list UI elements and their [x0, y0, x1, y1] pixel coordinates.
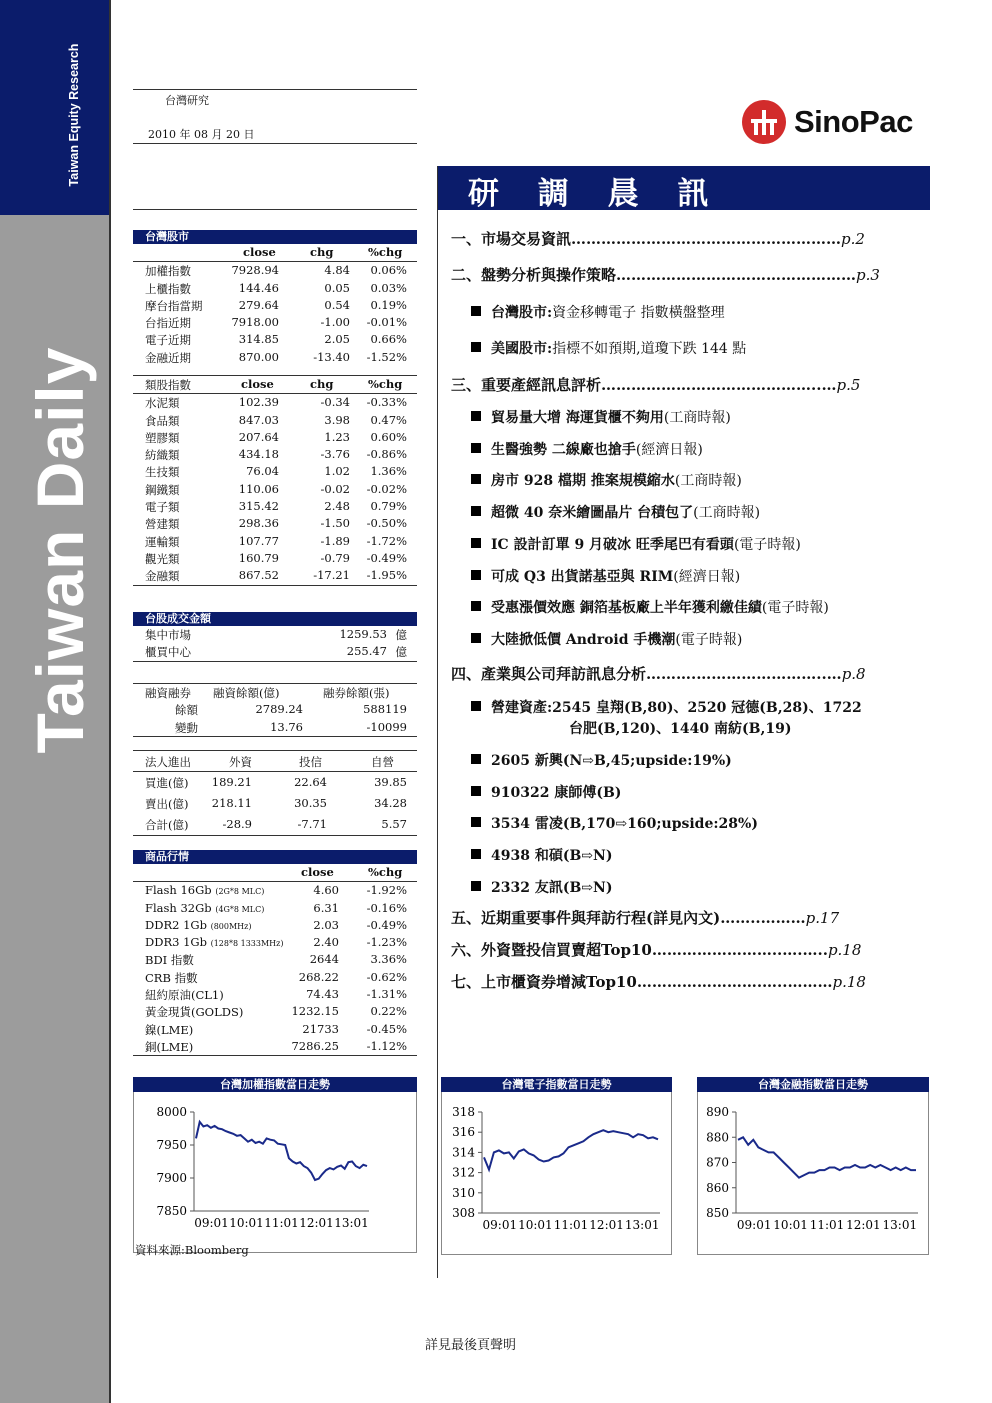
table-row — [133, 498, 417, 515]
table-cell: -0.50% — [366, 516, 407, 531]
table-row — [133, 533, 417, 550]
table-cell: 櫃買中心 — [145, 645, 191, 660]
table-cell: 2.48 — [324, 499, 350, 514]
table-cell: 0.54 — [324, 297, 350, 312]
table-cell: -1.23% — [366, 935, 407, 950]
table-cell: -1.31% — [366, 987, 407, 1002]
table-row — [133, 463, 417, 480]
col-header: 類股指數 — [145, 378, 191, 392]
x-tick-label: 11:01 — [809, 1218, 845, 1232]
table-cell: 6.31 — [313, 900, 339, 915]
series-line — [196, 1122, 367, 1180]
header-rule — [133, 89, 417, 90]
table-cell — [145, 970, 198, 986]
table-cell: -0.16% — [366, 900, 407, 915]
divider — [133, 1055, 417, 1056]
table-row — [133, 446, 417, 463]
table-cell: 315.42 — [238, 499, 279, 514]
news-item: 受惠漲價效應 銅箔基板廠上半年獲利繳佳績(電子時報) — [471, 597, 829, 617]
col-header: 投信 — [299, 755, 322, 769]
table-cell: -1.72% — [366, 533, 407, 548]
col-header: 融券餘額(張) — [323, 686, 390, 700]
x-tick-label: 11:01 — [264, 1216, 299, 1230]
table-row — [133, 412, 417, 429]
table-cell — [145, 1039, 193, 1055]
sinopac-logo — [742, 100, 913, 144]
table-cell: -1.95% — [366, 568, 407, 583]
col-header: 外資 — [229, 755, 252, 769]
y-tick-label: 890 — [706, 1105, 729, 1119]
y-tick-label: 860 — [706, 1180, 729, 1195]
table-row — [133, 280, 417, 297]
table-cell — [145, 883, 264, 897]
col-header: close — [241, 377, 274, 391]
toc-item[interactable]: 四、產業與公司拜訪訊息分析……….……………………..…p.8 — [451, 665, 866, 683]
series-line — [484, 1130, 658, 1169]
table-cell: 255.47 — [346, 644, 387, 659]
table-cell: 上櫃指數 — [145, 281, 191, 296]
table-row — [133, 262, 417, 279]
table-cell: 110.06 — [238, 481, 279, 496]
commodity-name: Flash 16Gb — [145, 883, 212, 898]
institutional-table — [133, 750, 417, 836]
x-tick-label: 09:01 — [194, 1216, 229, 1230]
banner-title: 研 調 晨 訊 — [468, 176, 723, 212]
table-cell: 1.36% — [370, 464, 407, 479]
divider — [133, 661, 417, 662]
table-cell: -28.9 — [222, 817, 252, 831]
table-cell: 870.00 — [238, 349, 279, 364]
table-cell: -1.00 — [320, 315, 350, 330]
divider — [133, 585, 417, 586]
table-cell: -1.50 — [320, 516, 350, 531]
table-header-row — [133, 376, 417, 393]
table-cell: 30.35 — [294, 796, 327, 810]
divider — [133, 736, 417, 737]
table-cell: 2.40 — [313, 935, 339, 950]
news-item: 房市 928 檔期 推案規模縮水(工商時報) — [471, 470, 742, 490]
electronics-intraday-chart — [441, 1077, 672, 1255]
table-cell: 紡織類 — [145, 448, 180, 463]
table-row — [133, 643, 417, 660]
company-item: 3534 雷凌(B,170⇨160;upside:28%) — [471, 813, 758, 833]
toc-item[interactable]: 一、市場交易資訊………………………………………………p.2 — [451, 230, 865, 248]
table-cell: 塑膠類 — [145, 430, 180, 445]
toc-item[interactable]: 二、盤勢分析與操作策略…………………………………………p.3 — [451, 266, 880, 284]
table-cell: 0.47% — [370, 412, 407, 427]
table-cell: 0.79% — [370, 499, 407, 514]
series-label: Taiwan Equity Research — [67, 43, 81, 187]
report-date: 2010 年 08 月 20 日 — [148, 128, 255, 141]
table-cell: 觀光類 — [145, 551, 180, 566]
chart-title: 台灣電子指數當日走勢 — [441, 1077, 672, 1092]
table-cell: 0.06% — [370, 263, 407, 278]
y-tick-label: 308 — [452, 1206, 475, 1220]
table-cell: -1.92% — [366, 883, 407, 898]
table-cell: -0.33% — [366, 395, 407, 410]
table-header-row — [133, 244, 417, 261]
news-item: 生醫強勢 二線廠也搶手(經濟日報) — [471, 439, 703, 459]
margin-table — [133, 683, 417, 737]
table-cell: -0.01% — [366, 315, 407, 330]
table-cell — [145, 1004, 243, 1020]
table-cell: 營建類 — [145, 517, 180, 532]
company-item: 910322 康師傅(B) — [471, 782, 621, 802]
table-row — [133, 297, 417, 314]
table-cell: 電子近期 — [145, 333, 191, 348]
table-cell: 21733 — [302, 1021, 339, 1036]
table-row — [133, 1003, 417, 1020]
sinopac-mark-icon — [742, 100, 786, 144]
y-tick-label: 870 — [706, 1155, 729, 1170]
commodity-name: 鎳(LME) — [145, 1022, 194, 1037]
chart-svg — [134, 1092, 416, 1253]
header-rule — [133, 143, 417, 144]
commodity-table — [133, 850, 417, 1056]
table-row — [133, 567, 417, 584]
data-source: 資料來源:Bloomberg — [135, 1243, 249, 1257]
table-cell — [145, 935, 283, 949]
commodity-spec: (4G*8 MLC) — [215, 904, 265, 914]
table-row — [133, 772, 417, 793]
commodity-name: DDR3 1Gb — [145, 935, 207, 950]
commodity-spec: (2G*8 MLC) — [215, 887, 265, 897]
table-row — [133, 969, 417, 986]
taiex-intraday-chart — [133, 1077, 417, 1253]
table-cell: 0.60% — [370, 429, 407, 444]
y-tick-label: 850 — [706, 1206, 729, 1220]
table-cell: 102.39 — [238, 395, 279, 410]
title-banner — [438, 166, 930, 210]
publication-title: Taiwan Daily — [23, 346, 97, 754]
table-cell: 4.60 — [313, 883, 339, 898]
table-cell: 電子類 — [145, 500, 180, 515]
chart-title: 台灣金融指數當日走勢 — [697, 1077, 929, 1092]
col-header: chg — [310, 245, 334, 259]
y-tick-label: 310 — [452, 1185, 475, 1200]
table-cell — [145, 952, 194, 968]
table-cell: 4.84 — [324, 263, 350, 278]
table-cell: 588119 — [363, 702, 407, 717]
table-cell: 金融類 — [145, 569, 180, 584]
chart-svg — [698, 1092, 928, 1255]
table-cell: 207.64 — [238, 429, 279, 444]
toc-item[interactable]: 三、重要產經訊息評析……………………………………..…p.5 — [451, 376, 861, 394]
table-cell: 1.02 — [324, 464, 350, 479]
table-title: 台股成交金額 — [133, 612, 417, 626]
y-tick-label: 7850 — [156, 1204, 187, 1218]
commodity-spec: (128*8 1333MHz) — [210, 939, 284, 949]
table-row — [133, 917, 417, 934]
table-cell: 加權指數 — [145, 264, 191, 279]
turnover-table — [133, 612, 417, 662]
table-cell: 144.46 — [238, 280, 279, 295]
table-cell: 434.18 — [238, 447, 279, 462]
table-cell: 314.85 — [238, 332, 279, 347]
table-cell: -0.86% — [366, 447, 407, 462]
table-cell: -0.62% — [366, 969, 407, 984]
y-tick-label: 314 — [452, 1145, 475, 1160]
table-row — [133, 349, 417, 366]
table-cell: 1232.15 — [291, 1004, 339, 1019]
market-table — [133, 230, 417, 366]
table-cell: -0.02% — [366, 481, 407, 496]
table-row — [133, 331, 417, 348]
table-cell — [145, 901, 264, 915]
commodity-spec: (800MHz) — [210, 921, 252, 931]
table-cell — [145, 987, 224, 1003]
table-cell: 847.03 — [238, 412, 279, 427]
col-header: %chg — [368, 245, 403, 259]
table-cell: -10099 — [366, 719, 407, 734]
table-cell: 2644 — [309, 952, 339, 967]
table-cell: 189.21 — [211, 775, 252, 789]
brand-name: SinoPac — [794, 104, 913, 139]
col-header: chg — [310, 377, 334, 391]
table-cell: 0.66% — [370, 332, 407, 347]
commodity-name: 銅(LME) — [145, 1039, 194, 1054]
table-row — [133, 626, 417, 643]
table-row — [133, 1038, 417, 1055]
y-tick-label: 318 — [452, 1105, 475, 1119]
table-cell: 2789.24 — [255, 702, 303, 717]
table-cell: 0.19% — [370, 297, 407, 312]
col-header: %chg — [368, 865, 403, 879]
x-tick-label: 09:01 — [736, 1218, 772, 1232]
table-cell: 7286.25 — [291, 1038, 339, 1053]
table-row — [133, 394, 417, 411]
divider — [133, 835, 417, 836]
commodity-name: BDI 指數 — [145, 953, 194, 968]
table-cell: 3.98 — [324, 412, 350, 427]
table-cell: 5.57 — [381, 817, 407, 831]
table-cell: 生技類 — [145, 465, 180, 480]
table-cell: -13.40 — [313, 349, 350, 364]
table-header-row — [133, 751, 417, 771]
x-tick-label: 12:01 — [846, 1218, 881, 1232]
table-row — [133, 900, 417, 917]
x-tick-label: 13:01 — [334, 1216, 369, 1230]
table-cell: 268.22 — [298, 969, 339, 984]
chart-title: 台灣加權指數當日走勢 — [133, 1077, 417, 1092]
news-item: 可成 Q3 出貨諾基亞與 RIM(經濟日報) — [471, 566, 740, 586]
table-cell: 變動 — [175, 720, 198, 735]
table-cell: 水泥類 — [145, 396, 180, 411]
table-title: 商品行情 — [133, 850, 417, 864]
table-row — [133, 793, 417, 814]
column-divider — [437, 166, 438, 1278]
table-cell: 集中市場 — [145, 628, 191, 642]
table-cell: 22.64 — [294, 775, 327, 789]
table-cell: 76.04 — [246, 464, 279, 479]
table-cell: 867.52 — [238, 568, 279, 583]
table-cell: -1.89 — [320, 533, 350, 548]
table-cell: 298.36 — [238, 516, 279, 531]
table-cell: -1.52% — [366, 349, 407, 364]
toc-item[interactable]: 六、外資暨投信買賣超Top10……………………..….…..p.18 — [451, 941, 862, 959]
table-cell: 13.76 — [270, 719, 303, 734]
side-divider — [109, 0, 111, 1403]
table-cell — [145, 1022, 193, 1038]
y-tick-label: 8000 — [156, 1105, 187, 1119]
table-row — [133, 719, 417, 736]
bullet-item: 營建資產:2545 皇翔(B,80)、2520 冠德(B,28)、1722 — [471, 697, 862, 717]
table-cell: 1.23 — [324, 429, 350, 444]
table-cell: 7928.94 — [231, 263, 279, 278]
table-cell: 食品類 — [145, 413, 180, 428]
table-cell: 餘額 — [175, 703, 198, 718]
table-row — [133, 814, 417, 835]
toc-item[interactable]: 五、近期重要事件與拜訪行程(詳見內文)……..………p.17 — [451, 909, 840, 927]
table-cell: 34.28 — [374, 796, 407, 810]
chart-svg — [442, 1092, 671, 1255]
table-cell: -1.12% — [366, 1038, 407, 1053]
table-cell: 39.85 — [374, 775, 407, 789]
table-cell: 3.36% — [370, 952, 407, 967]
table-row — [133, 429, 417, 446]
table-row — [133, 986, 417, 1003]
table-row — [133, 1021, 417, 1038]
table-cell: 億 — [395, 645, 407, 660]
commodity-name: Flash 32Gb — [145, 900, 212, 915]
company-item: 2332 友訊(B⇨N) — [471, 877, 612, 897]
table-header-row — [133, 864, 417, 881]
col-header: %chg — [368, 377, 403, 391]
toc-item[interactable]: 七、上市櫃資券增減Top10…………………….…..………p.18 — [451, 973, 866, 991]
news-item: 超微 40 奈米繪圖晶片 台積包了(工商時報) — [471, 502, 760, 522]
commodity-name: 紐約原油(CL1) — [145, 988, 224, 1003]
col-header: 法人進出 — [145, 755, 191, 769]
table-cell: 億 — [395, 628, 407, 642]
table-cell: -0.49% — [366, 917, 407, 932]
col-header: 融資融券 — [145, 686, 191, 700]
table-cell: 74.43 — [306, 987, 339, 1002]
table-cell: 合計(億) — [145, 818, 189, 832]
table-cell: 0.03% — [370, 280, 407, 295]
table-cell: 台指近期 — [145, 316, 191, 331]
x-tick-label: 10:01 — [773, 1218, 808, 1232]
x-tick-label: 10:01 — [518, 1218, 553, 1232]
table-cell: 摩台指當期 — [145, 298, 203, 313]
commodity-name: 黃金現貨(GOLDS) — [145, 1005, 244, 1020]
page-footer: 詳見最後頁聲明 — [425, 1338, 517, 1353]
col-header: 自營 — [371, 755, 394, 769]
commodity-name: CRB 指數 — [145, 970, 198, 985]
x-tick-label: 11:01 — [553, 1218, 589, 1232]
table-row — [133, 481, 417, 498]
col-header: close — [301, 865, 334, 879]
table-cell: 2.05 — [324, 332, 350, 347]
table-cell: -0.45% — [366, 1021, 407, 1036]
side-strip-header — [0, 0, 110, 215]
finance-intraday-chart — [697, 1077, 929, 1255]
table-cell: 2.03 — [313, 917, 339, 932]
commodity-name: DDR2 1Gb — [145, 917, 207, 932]
y-tick-label: 7900 — [156, 1171, 187, 1185]
x-tick-label: 09:01 — [482, 1218, 518, 1232]
table-cell: 運輸類 — [145, 534, 180, 549]
company-item: 2605 新興(N⇨B,45;upside:19%) — [471, 750, 732, 770]
table-cell: 107.77 — [238, 533, 279, 548]
col-header: close — [243, 245, 276, 259]
y-tick-label: 316 — [452, 1125, 475, 1140]
table-cell: -7.71 — [297, 817, 327, 831]
y-tick-label: 312 — [452, 1165, 475, 1180]
col-header: 融資餘額(億) — [213, 686, 280, 700]
table-cell: 鋼鐵類 — [145, 482, 180, 497]
news-item: 大陸掀低價 Android 手機潮(電子時報) — [471, 629, 742, 649]
y-tick-label: 7950 — [156, 1138, 187, 1152]
series-line — [738, 1137, 916, 1177]
department-label: 台灣研究 — [165, 94, 209, 107]
bullet-item-continued: 台肥(B,120)、1440 南紡(B,19) — [569, 721, 792, 737]
x-tick-label: 12:01 — [299, 1216, 334, 1230]
bullet-item: 台灣股市:資金移轉電子 指數橫盤整理 — [471, 302, 725, 322]
table-cell: 279.64 — [238, 297, 279, 312]
table-row — [133, 314, 417, 331]
table-cell: 0.05 — [324, 280, 350, 295]
company-item: 4938 和碩(B⇨N) — [471, 845, 612, 865]
table-row — [133, 515, 417, 532]
x-tick-label: 13:01 — [882, 1218, 918, 1232]
table-row — [133, 550, 417, 567]
table-header-row — [133, 684, 417, 701]
x-tick-label: 10:01 — [229, 1216, 264, 1230]
news-item: IC 設計訂單 9 月破冰 旺季尾巴有看頭(電子時報) — [471, 534, 801, 554]
table-cell: 7918.00 — [231, 315, 279, 330]
table-cell: 金融近期 — [145, 350, 191, 365]
table-row — [133, 882, 417, 899]
table-cell: 買進(億) — [145, 776, 189, 790]
table-cell: 賣出(億) — [145, 797, 189, 811]
table-cell: -0.49% — [366, 550, 407, 565]
news-item: 貿易量大增 海運貨櫃不夠用(工商時報) — [471, 407, 731, 427]
x-tick-label: 12:01 — [589, 1218, 624, 1232]
y-tick-label: 880 — [706, 1130, 729, 1145]
table-cell — [145, 918, 252, 932]
table-title: 台灣股市 — [133, 230, 417, 244]
bullet-item: 美國股市:指標不如預期,道瓊下跌 144 點 — [471, 338, 746, 358]
table-row — [133, 934, 417, 951]
table-row — [133, 701, 417, 718]
table-row — [133, 951, 417, 968]
header-rule — [133, 209, 417, 210]
table-cell: 0.22% — [370, 1004, 407, 1019]
table-cell: 1259.53 — [339, 627, 387, 641]
sector-table — [133, 375, 417, 586]
table-cell: -0.79 — [320, 550, 350, 565]
table-cell: -0.02 — [320, 481, 350, 496]
table-cell: 218.11 — [211, 796, 252, 810]
table-cell: 160.79 — [238, 550, 279, 565]
table-cell: -0.34 — [320, 395, 350, 410]
table-cell: -17.21 — [313, 568, 350, 583]
table-cell: -3.76 — [320, 447, 350, 462]
x-tick-label: 13:01 — [624, 1218, 660, 1232]
